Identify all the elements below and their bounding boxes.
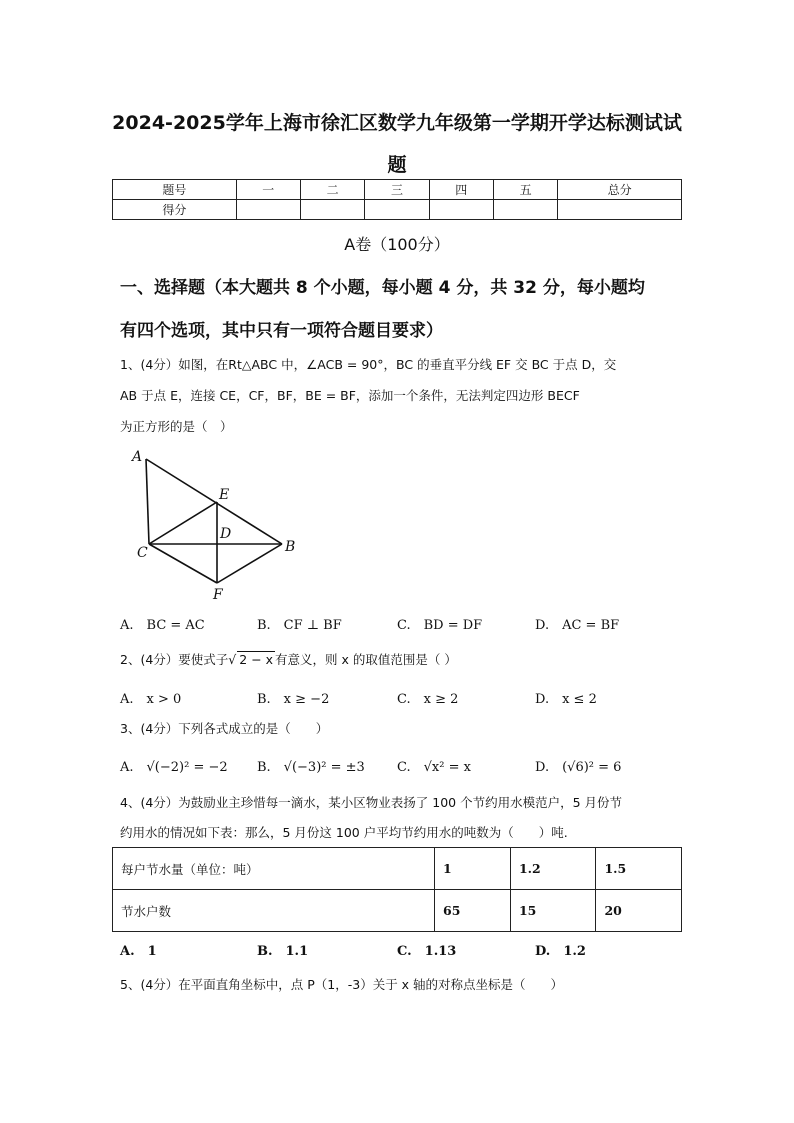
table-cell: 节水户数 <box>113 890 435 932</box>
water-saving-table <box>112 847 682 932</box>
q1-option-c[interactable]: C. BD = DF <box>397 618 483 633</box>
label-a: A <box>132 449 143 465</box>
q3-option-b[interactable]: B. √(−3)² = ±3 <box>257 760 365 775</box>
label-c: C <box>137 545 148 561</box>
q3-option-d[interactable]: D. (√6)² = 6 <box>535 760 622 775</box>
segment-bf <box>217 544 282 583</box>
q2-radicand: 2 − x <box>239 652 274 667</box>
q3-options <box>0 756 794 776</box>
score-row-label: 得分 <box>113 200 237 220</box>
q1-stem-line2: AB 于点 E，连接 CE，CF，BF，BE = BF，添加一个条件，无法判定四边形 BECF <box>120 388 580 403</box>
q1-option-a[interactable]: A. BC = AC <box>120 618 205 633</box>
label-d: D <box>220 526 232 542</box>
score-cell <box>429 200 493 220</box>
table-cell: 20 <box>596 890 682 932</box>
score-cell <box>236 200 300 220</box>
section1-heading-line1: 一、选择题（本大题共 8 个小题，每小题 4 分，共 32 分，每小题均 <box>120 278 645 298</box>
score-header-cell: 五 <box>493 180 557 200</box>
table-cell: 1.2 <box>510 848 596 890</box>
table-cell: 15 <box>510 890 596 932</box>
score-header-cell: 三 <box>365 180 429 200</box>
segment-ab <box>146 459 282 544</box>
q2-stem-suffix: 有意义，则 x 的取值范围是（ ） <box>275 652 457 667</box>
q1-option-b[interactable]: B. CF ⊥ BF <box>257 618 342 633</box>
exam-title-line1: 2024-2025学年上海市徐汇区数学九年级第一学期开学达标测试试 <box>112 112 682 134</box>
table-row <box>113 890 682 932</box>
q4-option-d[interactable]: D. 1.2 <box>535 944 586 959</box>
score-table-header-row <box>113 180 682 200</box>
q4-option-b[interactable]: B. 1.1 <box>257 944 309 959</box>
score-header-cell: 总分 <box>558 180 682 200</box>
score-table <box>112 179 682 220</box>
table-cell: 1.5 <box>596 848 682 890</box>
q3-stem: 3、(4分）下列各式成立的是（ ） <box>120 721 329 736</box>
table-cell: 65 <box>435 890 511 932</box>
q4-option-c[interactable]: C. 1.13 <box>397 944 457 959</box>
label-b: B <box>285 539 296 555</box>
q2-option-b[interactable]: B. x ≥ −2 <box>257 692 330 707</box>
score-cell <box>493 200 557 220</box>
q2-radical-sign: √ <box>228 652 237 667</box>
table-cell: 每户节水量（单位：吨） <box>113 848 435 890</box>
score-cell <box>300 200 364 220</box>
q2-option-d[interactable]: D. x ≤ 2 <box>535 692 597 707</box>
q2-stem <box>120 650 457 668</box>
segment-ce <box>149 502 217 544</box>
score-cell <box>365 200 429 220</box>
score-table-score-row <box>113 200 682 220</box>
exam-title-line2: 题 <box>387 154 407 176</box>
q3-option-a[interactable]: A. √(−2)² = −2 <box>120 760 228 775</box>
q1-option-d[interactable]: D. AC = BF <box>535 618 620 633</box>
segment-cf <box>149 544 217 583</box>
q4-stem-line1: 4、(4分）为鼓励业主珍惜每一滴水，某小区物业表扬了 100 个节约用水模范户，5 月份节 <box>120 795 623 810</box>
score-header-cell: 题号 <box>113 180 237 200</box>
q2-option-a[interactable]: A. x > 0 <box>120 692 182 707</box>
q4-options <box>0 940 794 960</box>
q4-stem-line2: 约用水的情况如下表：那么，5 月份这 100 户平均节约用水的吨数为（ ）吨. <box>120 825 568 840</box>
q1-geometry-figure <box>125 445 305 605</box>
q2-stem-prefix: 2、(4分）要使式子 <box>120 652 229 667</box>
q1-stem-line1: 1、(4分）如图，在Rt△ABC 中，∠ACB = 90°，BC 的垂直平分线 EF 交 BC 于点 D，交 <box>120 357 617 372</box>
table-cell: 1 <box>435 848 511 890</box>
q4-option-a[interactable]: A. 1 <box>120 944 157 959</box>
section-a-heading: A卷（100分） <box>344 235 450 254</box>
table-row <box>113 848 682 890</box>
label-e: E <box>219 487 230 503</box>
q3-option-c[interactable]: C. √x² = x <box>397 760 471 775</box>
score-header-cell: 一 <box>236 180 300 200</box>
q2-options <box>0 688 794 708</box>
segment-ac <box>146 459 149 544</box>
q5-stem: 5、(4分）在平面直角坐标中，点 P（1，-3）关于 x 轴的对称点坐标是（ ） <box>120 977 564 992</box>
label-f: F <box>213 587 223 603</box>
q1-options <box>0 614 794 634</box>
q1-stem-line3: 为正方形的是（ ） <box>120 419 233 434</box>
section1-heading-line2: 有四个选项，其中只有一项符合题目要求） <box>120 321 443 341</box>
score-header-cell: 二 <box>300 180 364 200</box>
score-cell <box>558 200 682 220</box>
q2-option-c[interactable]: C. x ≥ 2 <box>397 692 459 707</box>
score-header-cell: 四 <box>429 180 493 200</box>
